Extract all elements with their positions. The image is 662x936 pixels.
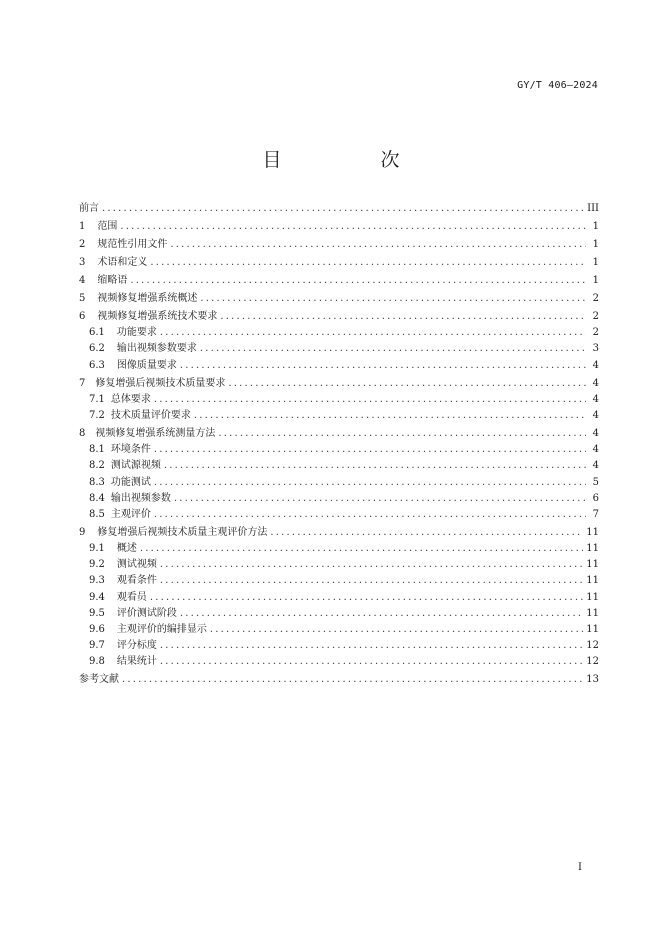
toc-entry-label: 视频修复增强系统技术要求 xyxy=(97,311,218,322)
toc-entry-page: 11 xyxy=(586,543,599,555)
toc-dot-leader xyxy=(200,342,586,356)
toc-entry[interactable] xyxy=(79,506,599,522)
toc-entry-label: 评分标度 xyxy=(116,640,157,652)
toc-entry-title xyxy=(79,238,167,252)
toc-entry-number: 9.5 xyxy=(89,607,105,619)
toc-entry-page: 6 xyxy=(592,492,599,504)
toc-entry-page: 11 xyxy=(586,575,599,587)
toc-entry-number: 2 xyxy=(79,239,86,250)
toc-entry-title xyxy=(79,202,99,216)
toc-entry[interactable] xyxy=(79,373,599,391)
toc-entry-label: 输出视频参数要求 xyxy=(116,343,197,355)
toc-entry-title xyxy=(79,256,147,270)
toc-entry-page: 4 xyxy=(592,377,599,389)
toc-entry-number: 6 xyxy=(79,311,86,322)
toc-entry-label: 范围 xyxy=(97,221,118,232)
toc-entry-page: 11 xyxy=(586,559,599,571)
toc-entry-title xyxy=(79,377,225,391)
toc-entry[interactable] xyxy=(79,306,599,324)
toc-entry-number: 3 xyxy=(79,257,86,268)
toc-entry-title xyxy=(79,310,217,324)
toc-dot-leader xyxy=(160,655,583,669)
toc-dot-leader xyxy=(154,443,586,457)
toc-dot-leader xyxy=(160,326,586,340)
toc-dot-leader xyxy=(174,492,586,506)
toc-dot-leader xyxy=(102,202,584,216)
toc-entry-label: 主观评价 xyxy=(110,508,151,520)
toc-entry-title xyxy=(89,508,151,522)
toc-entry-label: 环境条件 xyxy=(110,444,151,456)
toc-entry[interactable] xyxy=(79,198,599,216)
toc-entry-label: 技术质量评价要求 xyxy=(110,409,191,421)
toc-entry-number: 9.6 xyxy=(89,624,105,635)
toc-dot-leader xyxy=(180,359,586,373)
toc-dot-leader xyxy=(194,409,586,423)
toc-entry-number: 1 xyxy=(79,221,86,232)
toc-entry-label: 主观评价的编排显示 xyxy=(116,624,207,635)
toc-entry[interactable] xyxy=(79,356,599,372)
toc-entry[interactable] xyxy=(79,637,599,653)
toc-entry-page: 4 xyxy=(592,359,599,371)
toc-dot-leader xyxy=(150,256,586,270)
toc-entry[interactable] xyxy=(79,216,599,234)
toc-entry[interactable] xyxy=(79,473,599,489)
toc-entry[interactable] xyxy=(79,653,599,669)
toc-entry-number: 8.5 xyxy=(89,508,105,520)
toc-entry-title xyxy=(89,607,177,621)
toc-entry[interactable] xyxy=(79,324,599,340)
toc-entry-page: 11 xyxy=(586,591,599,603)
toc-entry[interactable] xyxy=(79,441,599,457)
toc-entry-title xyxy=(89,492,171,506)
toc-entry[interactable] xyxy=(79,407,599,423)
toc-entry-page: 7 xyxy=(592,508,599,520)
toc-entry-title xyxy=(89,342,197,356)
toc-entry-title xyxy=(89,639,157,653)
toc-dot-leader xyxy=(154,508,586,522)
toc-entry[interactable] xyxy=(79,605,599,621)
toc-entry-title xyxy=(79,427,215,441)
toc-entry-title xyxy=(89,655,157,669)
toc-entry-title xyxy=(89,542,137,556)
toc-dot-leader xyxy=(228,377,586,391)
toc-dot-leader xyxy=(164,459,586,473)
toc-entry-number: 5 xyxy=(79,293,86,304)
toc-entry-number: 6.1 xyxy=(89,327,105,339)
toc-entry-label: 评价测试阶段 xyxy=(116,607,177,619)
toc-entry-label: 缩略语 xyxy=(97,275,128,286)
toc-entry-page: 2 xyxy=(592,327,599,339)
toc-dot-leader xyxy=(160,639,583,653)
toc-entry-label: 功能要求 xyxy=(116,327,157,339)
toc-entry-label: 视频修复增强系统测量方法 xyxy=(95,427,216,439)
toc-entry[interactable] xyxy=(79,540,599,556)
toc-entry-number: 8.2 xyxy=(89,460,105,472)
toc-entry-page: 4 xyxy=(592,427,599,439)
page-title: 目 次 xyxy=(262,149,440,171)
toc-dot-leader xyxy=(200,292,586,306)
toc-entry-title xyxy=(89,393,151,407)
toc-entry-title xyxy=(79,292,197,306)
toc-entry-page: 1 xyxy=(592,239,599,250)
toc-entry-label: 测试源视频 xyxy=(110,460,161,472)
toc-entry-title xyxy=(89,459,161,473)
toc-entry-label: 图像质量要求 xyxy=(116,359,177,371)
toc-entry-number: 6.2 xyxy=(89,343,105,355)
toc-dot-leader xyxy=(160,558,583,572)
toc-entry-page: 1 xyxy=(592,221,599,232)
toc-entry[interactable] xyxy=(79,556,599,572)
toc-entry-number: 6.3 xyxy=(89,359,105,371)
toc-dot-leader xyxy=(270,526,583,540)
toc-entry-page: 4 xyxy=(592,444,599,456)
toc-entry-label: 测试视频 xyxy=(116,559,157,571)
toc-entry-title xyxy=(89,326,157,340)
toc-entry-page: 11 xyxy=(586,607,599,619)
toc-entry[interactable] xyxy=(79,288,599,306)
toc-entry-page: 11 xyxy=(586,624,599,635)
toc-entry-page: 1 xyxy=(592,257,599,268)
toc-entry-page: 12 xyxy=(586,656,599,668)
toc-entry-title xyxy=(89,409,191,423)
toc-entry-number: 9.3 xyxy=(89,575,105,587)
toc-dot-leader xyxy=(180,607,583,621)
toc-entry[interactable] xyxy=(79,588,599,604)
toc-dot-leader xyxy=(130,274,586,288)
toc-entry-label: 概述 xyxy=(116,543,137,555)
toc-entry-number: 4 xyxy=(79,275,86,286)
toc-entry-page: III xyxy=(587,203,599,214)
toc-entry[interactable] xyxy=(79,490,599,506)
toc-entry-page: 4 xyxy=(592,393,599,405)
toc-dot-leader xyxy=(154,476,586,490)
toc-entry[interactable] xyxy=(79,391,599,407)
toc-entry-title xyxy=(89,558,157,572)
toc-entry-number: 7.2 xyxy=(89,409,105,421)
toc-entry[interactable] xyxy=(79,457,599,473)
toc-entry-page: 13 xyxy=(586,674,599,686)
toc-dot-leader xyxy=(220,310,586,324)
toc-dot-leader xyxy=(122,673,583,687)
toc-entry-title xyxy=(79,673,119,687)
toc-entry-label: 观看员 xyxy=(116,591,147,603)
toc-entry-number: 9.4 xyxy=(89,591,105,603)
toc-entry-label: 参考文献 xyxy=(79,674,119,686)
toc-entry-number: 9 xyxy=(79,526,86,538)
toc-entry-page: 4 xyxy=(592,460,599,472)
toc-entry-number: 9.7 xyxy=(89,640,105,652)
toc-entry-label: 视频修复增强系统概述 xyxy=(97,293,198,304)
toc-entry-number: 7.1 xyxy=(89,393,105,405)
toc-entry-number: 9.8 xyxy=(89,656,105,668)
toc-dot-leader xyxy=(218,427,586,441)
toc-entry-number: 8.1 xyxy=(89,444,105,456)
toc-entry-number: 8 xyxy=(79,427,86,439)
toc-entry-label: 结果统计 xyxy=(116,656,157,668)
toc-entry-page: 2 xyxy=(592,293,599,304)
toc-dot-leader xyxy=(160,574,583,588)
toc-entry-page: 12 xyxy=(586,640,599,652)
toc-entry-page: 3 xyxy=(592,343,599,355)
toc-entry-title xyxy=(89,574,157,588)
table-of-contents xyxy=(79,198,599,687)
toc-entry-title xyxy=(89,476,151,490)
toc-dot-leader xyxy=(210,623,583,637)
toc-entry-number: 9.1 xyxy=(89,543,105,555)
toc-entry[interactable] xyxy=(79,669,599,687)
toc-entry-page: 4 xyxy=(592,409,599,421)
toc-entry[interactable] xyxy=(79,270,599,288)
toc-entry-label: 总体要求 xyxy=(110,393,151,405)
toc-entry-number: 7 xyxy=(79,377,86,389)
toc-entry-label: 修复增强后视频技术质量要求 xyxy=(95,377,226,389)
toc-entry[interactable] xyxy=(79,423,599,441)
toc-entry-label: 规范性引用文件 xyxy=(97,239,168,250)
page-number: I xyxy=(578,862,582,873)
toc-entry-title xyxy=(89,443,151,457)
toc-entry-page: 2 xyxy=(592,311,599,322)
toc-entry-label: 观看条件 xyxy=(116,575,157,587)
toc-dot-leader xyxy=(120,220,586,234)
toc-entry-label: 输出视频参数 xyxy=(110,492,171,504)
toc-dot-leader xyxy=(154,393,586,407)
toc-entry[interactable] xyxy=(79,252,599,270)
toc-dot-leader xyxy=(150,591,583,605)
toc-entry-title xyxy=(79,526,267,540)
toc-entry-number: 8.3 xyxy=(89,476,105,488)
toc-entry[interactable] xyxy=(79,572,599,588)
toc-entry-label: 修复增强后视频技术质量主观评价方法 xyxy=(97,526,268,538)
toc-entry-page: 11 xyxy=(586,526,599,538)
toc-dot-leader xyxy=(140,542,583,556)
toc-entry-title xyxy=(89,623,207,637)
standard-code: GY/T 406—2024 xyxy=(517,80,598,91)
toc-entry[interactable] xyxy=(79,621,599,637)
toc-entry[interactable] xyxy=(79,234,599,252)
toc-entry-title xyxy=(79,220,117,234)
toc-entry-title xyxy=(89,359,177,373)
toc-dot-leader xyxy=(170,238,586,252)
toc-entry-page: 1 xyxy=(592,275,599,286)
toc-entry-number: 9.2 xyxy=(89,559,105,571)
toc-entry[interactable] xyxy=(79,522,599,540)
toc-entry-number: 8.4 xyxy=(89,492,105,504)
toc-entry-page: 5 xyxy=(592,476,599,488)
toc-entry-label: 前言 xyxy=(79,203,99,214)
toc-entry-title xyxy=(79,274,127,288)
toc-entry[interactable] xyxy=(79,340,599,356)
toc-entry-title xyxy=(89,591,147,605)
toc-entry-label: 术语和定义 xyxy=(97,257,148,268)
toc-entry-label: 功能测试 xyxy=(110,476,151,488)
